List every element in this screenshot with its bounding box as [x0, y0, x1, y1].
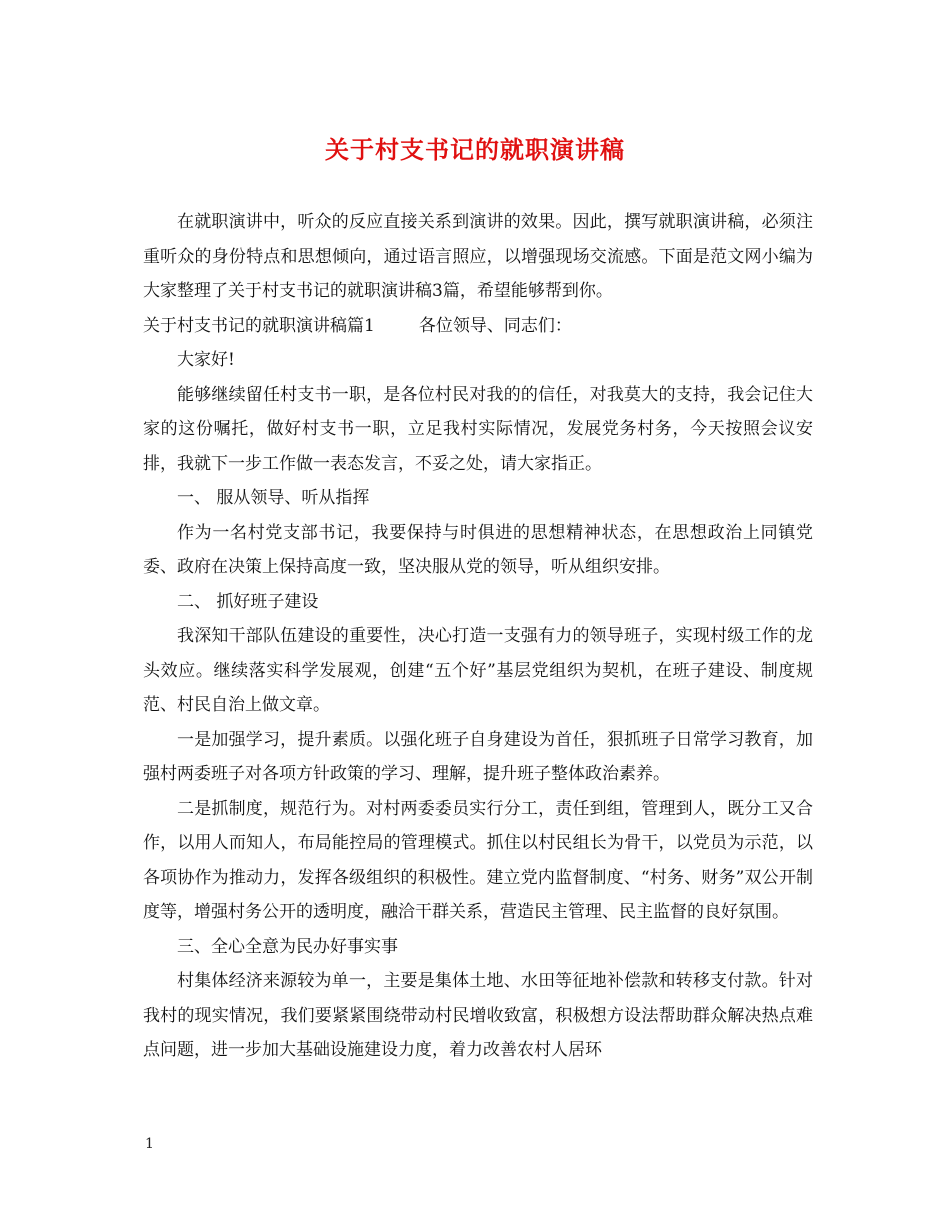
- document-title: 关于村支书记的就职演讲稿: [325, 135, 625, 164]
- paragraph-opening: 能够继续留任村支书一职，是各位村民对我的的信任，对我莫大的支持，我会记住大家的这份嘱托，做好村支书一职，立足我村实际情况，发展党务村务，今天按照会议安排，我就下一步工作做一表态发言，不妥之处，请大家指正。: [143, 384, 813, 474]
- subheading-one: 一、 服从领导、听从指挥: [177, 488, 370, 508]
- section-heading: 关于村支书记的就职演讲稿篇1: [143, 315, 375, 336]
- subheading-three: 三、全心全意为民办好事实事: [177, 936, 398, 957]
- paragraph-system: 二是抓制度，规范行为。对村两委委员实行分工，责任到组，管理到人，既分工又合作，以用人而知人，布局能控局的管理模式。抓住以村民组长为骨干，以党员为示范，以各项协作为推动力，发挥各级组织的积极性。建立党内监督制度、“村务、财务”双公开制度等，增强村务公开的透明度，融洽干群关系，营造民主管理、民主监督的良好氛围。: [143, 798, 813, 922]
- page-number: 1: [145, 1136, 154, 1152]
- paragraph-two: 我深知干部队伍建设的重要性，决心打造一支强有力的领导班子，实现村级工作的龙头效应。继续落实科学发展观，创建“五个好”基层党组织为契机，在班子建设、制度规范、村民自治上做文章。: [143, 626, 813, 715]
- paragraph-greeting: 大家好!: [177, 350, 235, 370]
- paragraph-study: 一是加强学习，提升素质。以强化班子自身建设为首任，狠抓班子日常学习教育，加强村两委班子对各项方针政策的学习、理解，提升班子整体政治素养。: [143, 729, 813, 784]
- section-heading-line: [143, 309, 813, 344]
- intro-paragraph: 在就职演讲中，听众的反应直接关系到演讲的效果。因此，撰写就职演讲稿，必须注重听众的身份特点和思想倾向，通过语言照应，以增强现场交流感。下面是范文网小编为大家整理了关于村支书记的就职演讲稿3篇，希望能够帮到你。: [143, 212, 813, 301]
- paragraph-three: 村集体经济来源较为单一，主要是集体土地、水田等征地补偿款和转移支付款。针对我村的现实情况，我们要紧紧围绕带动村民增收致富，积极想方设法帮助群众解决热点难点问题，进一步加大基础设施建设力度，着力改善农村人居环: [143, 971, 813, 1060]
- salutation: 各位领导、同志们：: [418, 315, 572, 336]
- paragraph-one: 作为一名村党支部书记，我要保持与时俱进的思想精神状态，在思想政治上同镇党委、政府在决策上保持高度一致，坚决服从党的领导，听从组织安排。: [143, 522, 813, 577]
- subheading-two: 二、 抓好班子建设: [177, 591, 319, 612]
- document-body: [143, 205, 813, 1068]
